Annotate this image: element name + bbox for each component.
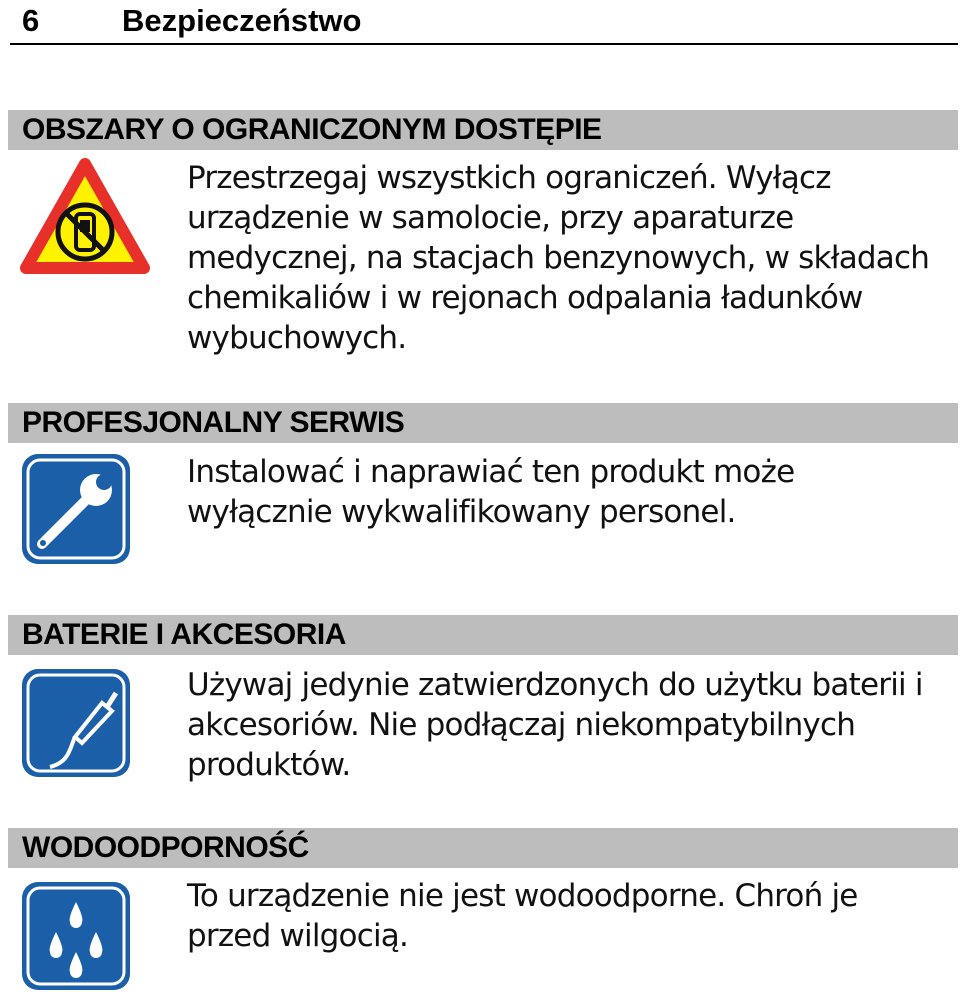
wrench-icon — [20, 452, 132, 566]
section-title-water-resistance: WODOODPORNOŚĆ — [8, 828, 958, 868]
water-drops-icon — [20, 880, 132, 992]
section-text-professional-service: Instalować i naprawiać ten produkt może wyłącznie wykwalifikowany personel. — [187, 454, 795, 530]
plug-icon — [20, 667, 132, 779]
section-title-restricted-areas: OBSZARY O OGRANICZONYM DOSTĘPIE — [8, 110, 958, 150]
section-title-batteries: BATERIE I AKCESORIA — [8, 615, 958, 655]
section-text-batteries: Używaj jedynie zatwierdzonych do użytku baterii i akcesoriów. Nie podłączaj niekompatybilnych produktów. — [187, 667, 923, 783]
no-phone-warning-icon — [20, 158, 150, 276]
section-title-professional-service: PROFESJONALNY SERWIS — [8, 403, 958, 443]
page-number: 6 — [22, 3, 40, 38]
chapter-title: Bezpieczeństwo — [122, 3, 362, 38]
section-text-water-resistance: To urządzenie nie jest wodoodporne. Chroń je przed wilgocią. — [187, 878, 858, 954]
section-text-restricted-areas: Przestrzegaj wszystkich ograniczeń. Wyłącz urządzenie w samolocie, przy aparaturze medycznej, na stacjach benzynowych, w składach chemikaliów i w rejonach odpalania ładunków wybuchowych. — [187, 160, 930, 356]
page-header — [10, 0, 958, 45]
